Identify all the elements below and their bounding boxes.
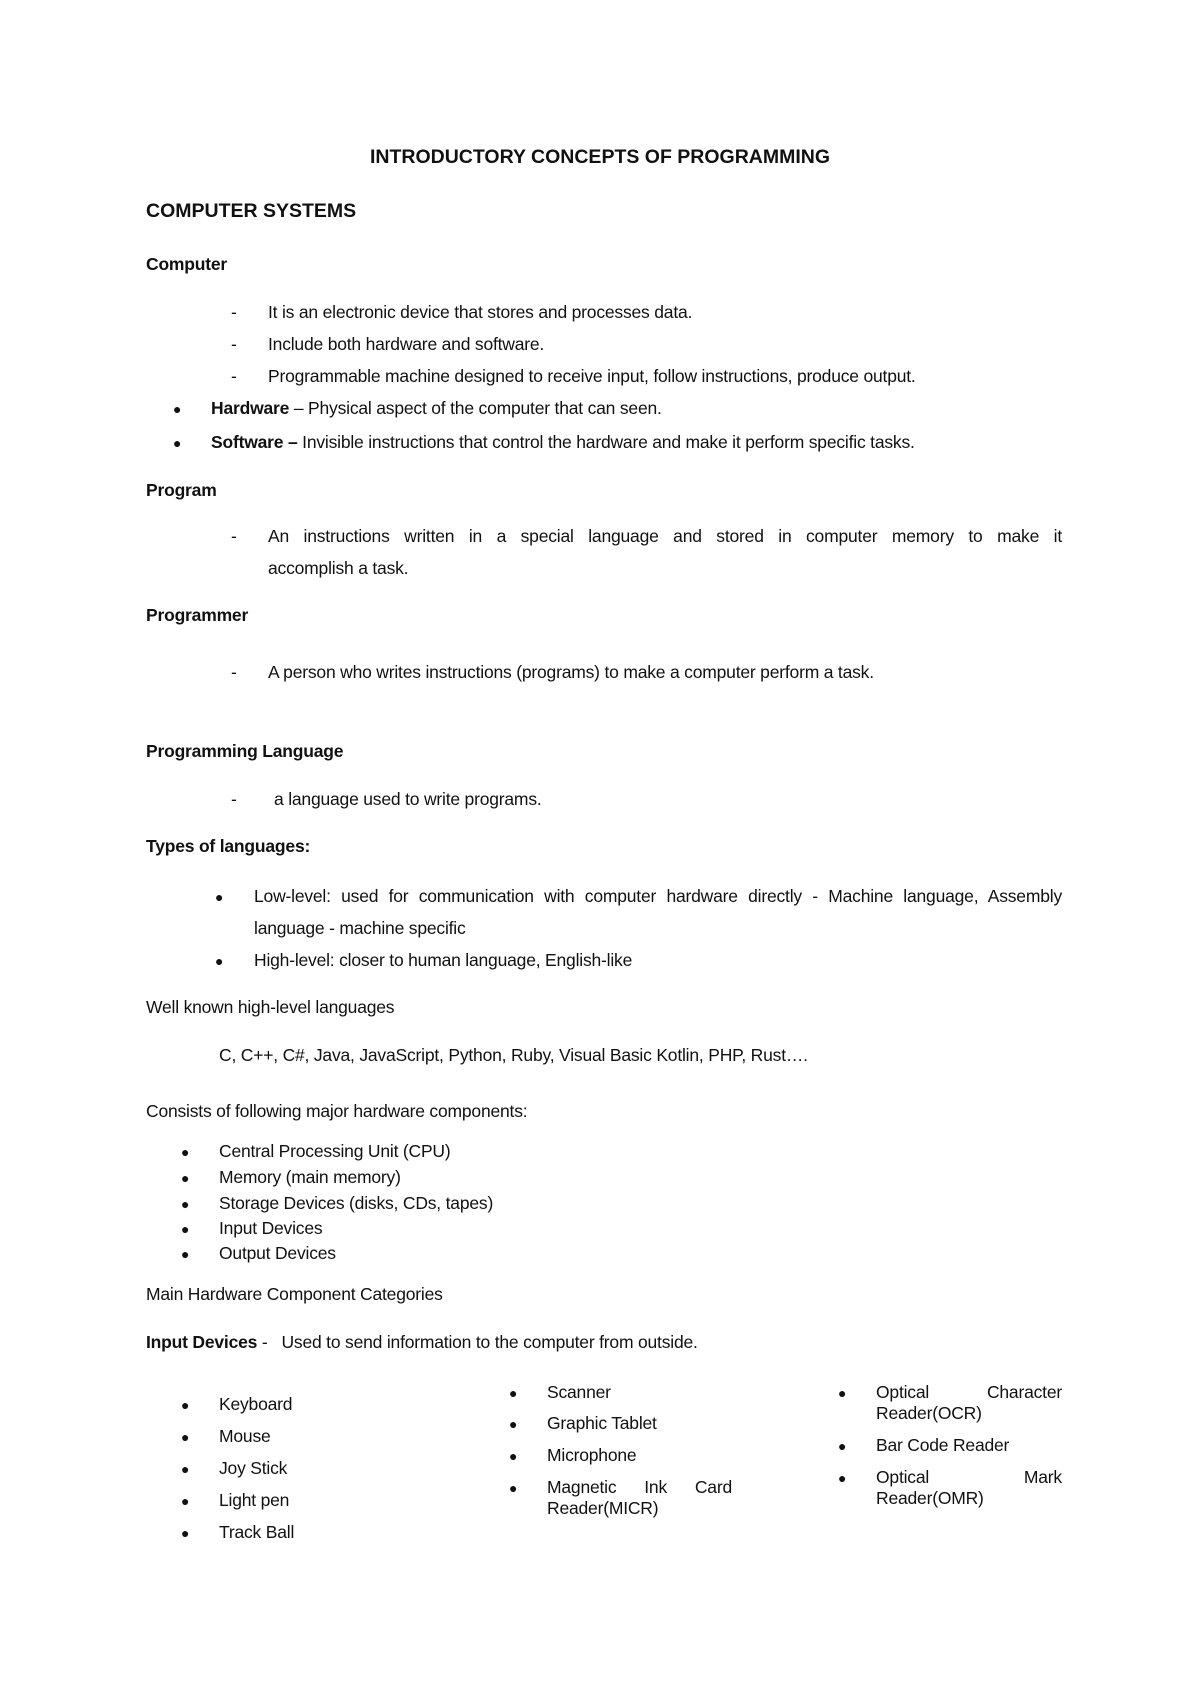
component-item: Central Processing Unit (CPU) [219,1141,451,1161]
input-device-item-micr-line1: Magnetic Ink Card [547,1477,732,1497]
programmer-heading: Programmer [146,605,249,625]
component-item: Storage Devices (disks, CDs, tapes) [219,1193,494,1213]
bullet-marker: ● [181,1246,190,1262]
dash-marker: - [231,789,237,809]
bullet-marker: ● [181,1170,190,1186]
component-item: Memory (main memory) [219,1167,401,1187]
input-device-item: Scanner [547,1382,611,1402]
program-definition-line2: accomplish a task. [268,558,409,578]
input-device-item-omr-line1: Optical Mark [876,1467,1062,1487]
bullet-marker: ● [181,1525,190,1541]
input-device-item-micr-line2: Reader(MICR) [547,1498,659,1518]
hardware-text: – Physical aspect of the computer that can seen. [289,398,662,418]
low-level-line1: Low-level: used for communication with computer hardware directly - Machine language, Assembly [254,886,1062,906]
computer-dash-item: Programmable machine designed to receive input, follow instructions, produce output. [268,366,916,386]
high-level-item: High-level: closer to human language, English-like [254,950,633,970]
bullet-marker: ● [838,1385,847,1401]
bullet-marker: ● [838,1438,847,1454]
computer-heading: Computer [146,254,228,274]
bullet-marker: ● [215,889,224,905]
input-device-item-ocr-line2: Reader(OCR) [876,1403,982,1423]
bullet-marker: ● [509,1416,518,1432]
programming-language-heading: Programming Language [146,741,344,761]
input-device-item: Keyboard [219,1394,293,1414]
input-device-item-ocr-line1: Optical Character [876,1382,1062,1402]
input-device-item: Microphone [547,1445,637,1465]
programmer-definition: A person who writes instructions (programs) to make a computer perform a task. [268,662,874,682]
input-device-item: Bar Code Reader [876,1435,1010,1455]
dash-marker: - [231,302,237,322]
bullet-marker: ● [181,1493,190,1509]
well-known-label: Well known high-level languages [146,997,395,1017]
bullet-marker: ● [181,1397,190,1413]
bullet-marker: ● [509,1448,518,1464]
software-term: Software – [211,432,298,452]
software-text: Invisible instructions that control the hardware and make it perform specific tasks. [297,432,915,452]
input-device-item: Mouse [219,1426,271,1446]
page-title: INTRODUCTORY CONCEPTS OF PROGRAMMING [369,146,831,168]
computer-dash-item: It is an electronic device that stores and processes data. [268,302,693,322]
component-item: Input Devices [219,1218,323,1238]
bullet-marker: ● [181,1221,190,1237]
bullet-marker: ● [173,401,182,417]
input-devices-text: - Used to send information to the computer from outside. [257,1332,698,1352]
dash-marker: - [231,366,237,386]
hardware-term: Hardware [211,398,290,418]
program-heading: Program [146,480,217,500]
bullet-marker: ● [509,1480,518,1496]
input-device-item: Joy Stick [219,1458,288,1478]
bullet-marker: ● [181,1429,190,1445]
programming-language-definition: a language used to write programs. [274,789,542,809]
section-heading: COMPUTER SYSTEMS [146,200,357,222]
computer-dash-item: Include both hardware and software. [268,334,545,354]
input-device-item: Graphic Tablet [547,1413,657,1433]
hardware-definition [211,398,662,419]
bullet-marker: ● [173,435,182,451]
program-definition-line1: An instructions written in a special language and stored in computer memory to make it [268,526,1062,546]
software-definition [211,432,915,453]
well-known-list: C, C++, C#, Java, JavaScript, Python, Ruby, Visual Basic Kotlin, PHP, Rust…. [219,1045,808,1065]
components-label: Consists of following major hardware components: [146,1101,528,1121]
categories-label: Main Hardware Component Categories [146,1284,443,1304]
input-device-item-omr-line2: Reader(OMR) [876,1488,984,1508]
bullet-marker: ● [509,1385,518,1401]
bullet-marker: ● [181,1144,190,1160]
low-level-line2: language - machine specific [254,918,466,938]
bullet-marker: ● [838,1470,847,1486]
bullet-marker: ● [181,1196,190,1212]
dash-marker: - [231,662,237,682]
dash-marker: - [231,334,237,354]
bullet-marker: ● [215,953,224,969]
bullet-marker: ● [181,1461,190,1477]
types-heading: Types of languages: [146,836,311,856]
input-devices-term: Input Devices [146,1332,258,1352]
input-device-item: Track Ball [219,1522,295,1542]
component-item: Output Devices [219,1243,336,1263]
input-devices-line [146,1332,698,1353]
dash-marker: - [231,526,237,546]
input-device-item: Light pen [219,1490,290,1510]
